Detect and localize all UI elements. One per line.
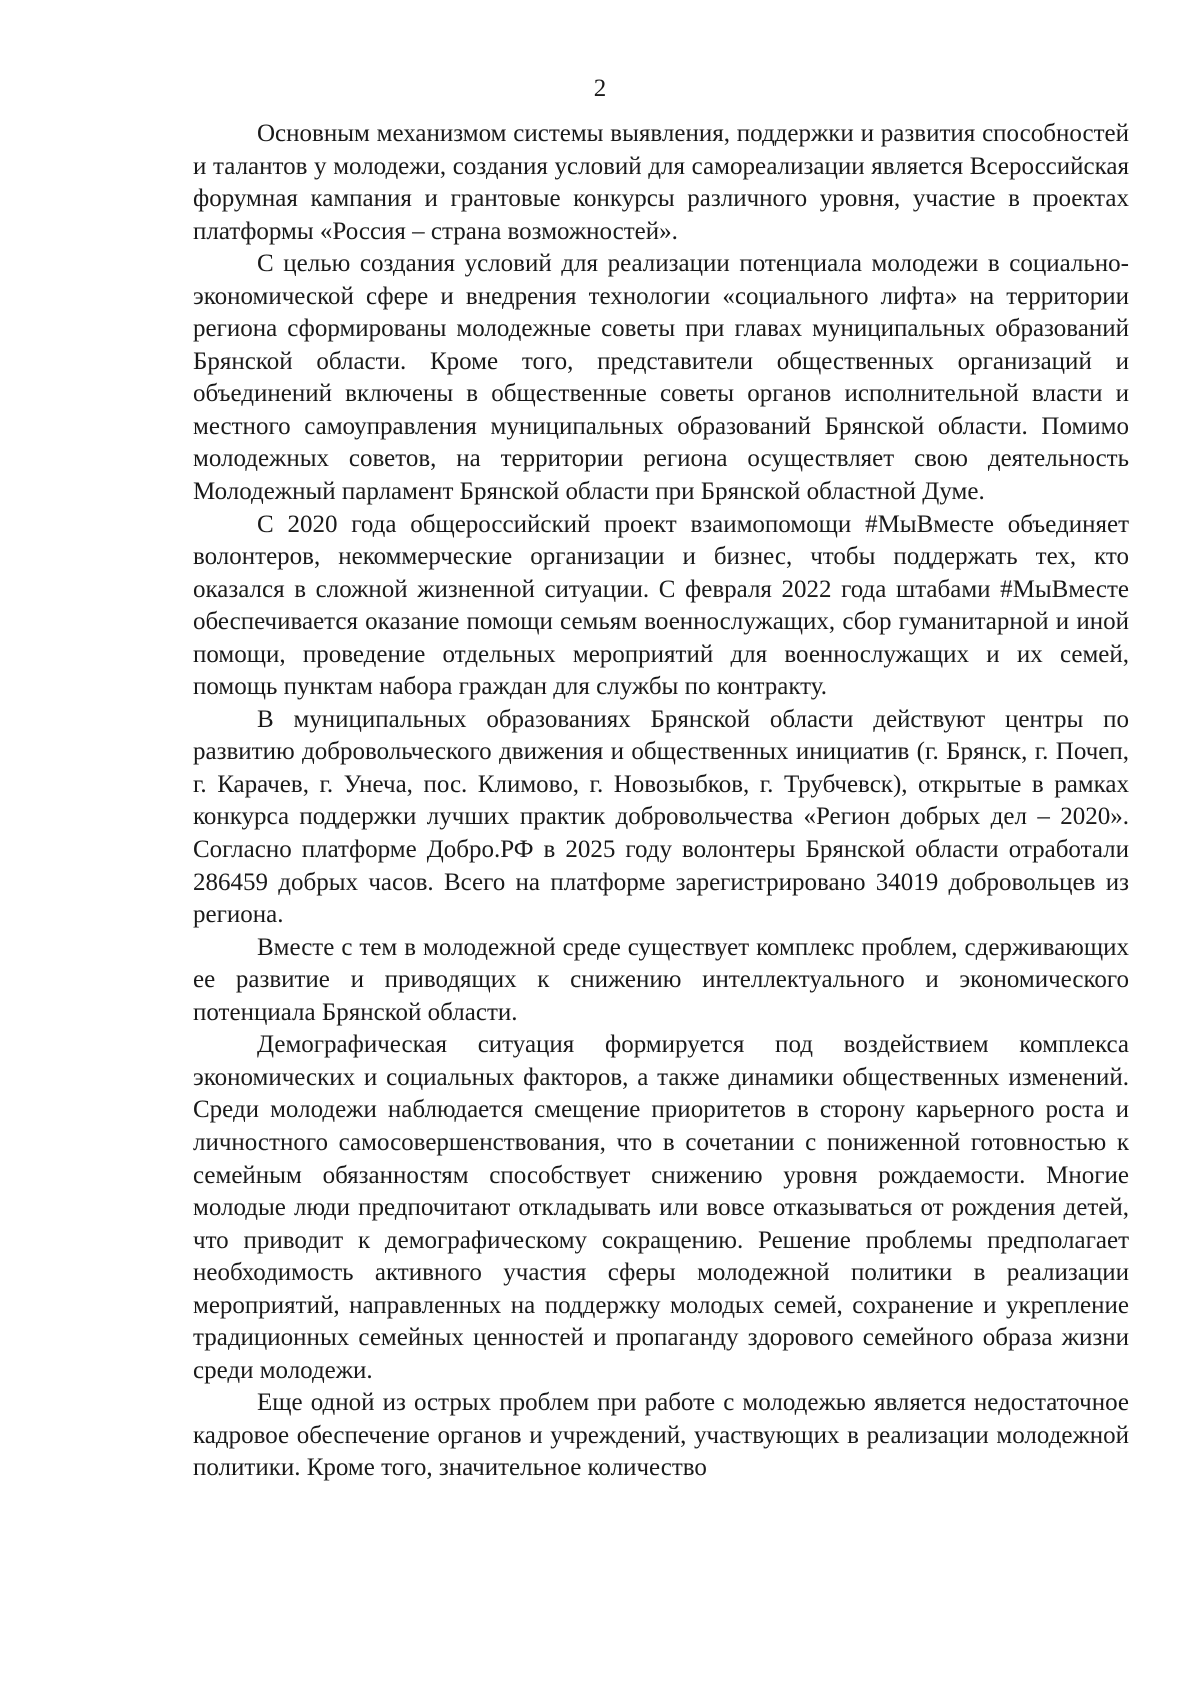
paragraph-staffing-shortage: Еще одной из острых проблем при работе с молодежью является недостаточное кадровое обеспечение органов и учреждений, участвующих в реализации молодежной политики. Кроме того, значительное количество	[193, 1389, 1129, 1482]
paragraph-volunteer-centers: В муниципальных образованиях Брянской области действуют центры по развитию добровольческого движения и общественных инициатив (г. Брянск, г. Почеп, г. Карачев, г. Унеча, пос. Климово, г. Новозыбков, г. Трубчевск), открытые в рамках конкурса поддержки лучших практик добровольчества «Регион добрых дел – 2020». Согласно платформе Добро.РФ в 2025 году волонтеры Брянской области отработали 286459 добрых часов. Всего на платформе зарегистрировано 34019 добровольцев из региона.	[193, 705, 1129, 929]
page-number: 2	[593, 75, 607, 102]
body-text	[193, 118, 1129, 1485]
paragraph-youth-problems: Вместе с тем в молодежной среде существует комплекс проблем, сдерживающих ее развитие и приводящих к снижению интеллектуального и экономического потенциала Брянской области.	[193, 933, 1129, 1026]
paragraph-demographics: Демографическая ситуация формируется под воздействием комплекса экономических и социальных факторов, а также динамики общественных изменений. Среди молодежи наблюдается смещение приоритетов в сторону карьерного роста и личностного самосовершенствования, что в сочетании с пониженной готовностью к семейным обязанностям способствует снижению уровня рождаемости. Многие молодые люди предпочитают откладывать или вовсе отказываться от рождения детей, что приводит к демографическому сокращению. Решение проблемы предполагает необходимость активного участия сферы молодежной политики в реализации мероприятий, направленных на поддержку молодых семей, сохранение и укрепление традиционных семейных ценностей и пропаганду здорового семейного образа жизни среди молодежи.	[193, 1031, 1129, 1384]
paragraph-youth-councils: С целью создания условий для реализации потенциала молодежи в социально-экономической сфере и внедрения технологии «социального лифта» на территории региона сформированы молодежные советы при главах муниципальных образований Брянской области. Кроме того, представители общественных организаций и объединений включены в общественные советы органов исполнительной власти и местного самоуправления муниципальных образований Брянской области. Помимо молодежных советов, на территории региона осуществляет свою деятельность Молодежный парламент Брянской области при Брянской областной Думе.	[193, 250, 1129, 506]
paragraph-we-together-project: С 2020 года общероссийский проект взаимопомощи #МыВместе объединяет волонтеров, некоммерческие организации и бизнес, чтобы поддержать тех, кто оказался в сложной жизненной ситуации. С февраля 2022 года штабами #МыВместе обеспечивается оказание помощи семьям военнослужащих, сбор гуманитарной и иной помощи, проведение отдельных мероприятий для военнослужащих и их семей, помощь пунктам набора граждан для службы по контракту.	[193, 510, 1129, 701]
paragraph-talent-mechanisms: Основным механизмом системы выявления, поддержки и развития способностей и талантов у молодежи, создания условий для самореализации является Всероссийская форумная кампания и грантовые конкурсы различного уровня, участие в проектах платформы «Россия – страна возможностей».	[193, 120, 1129, 245]
